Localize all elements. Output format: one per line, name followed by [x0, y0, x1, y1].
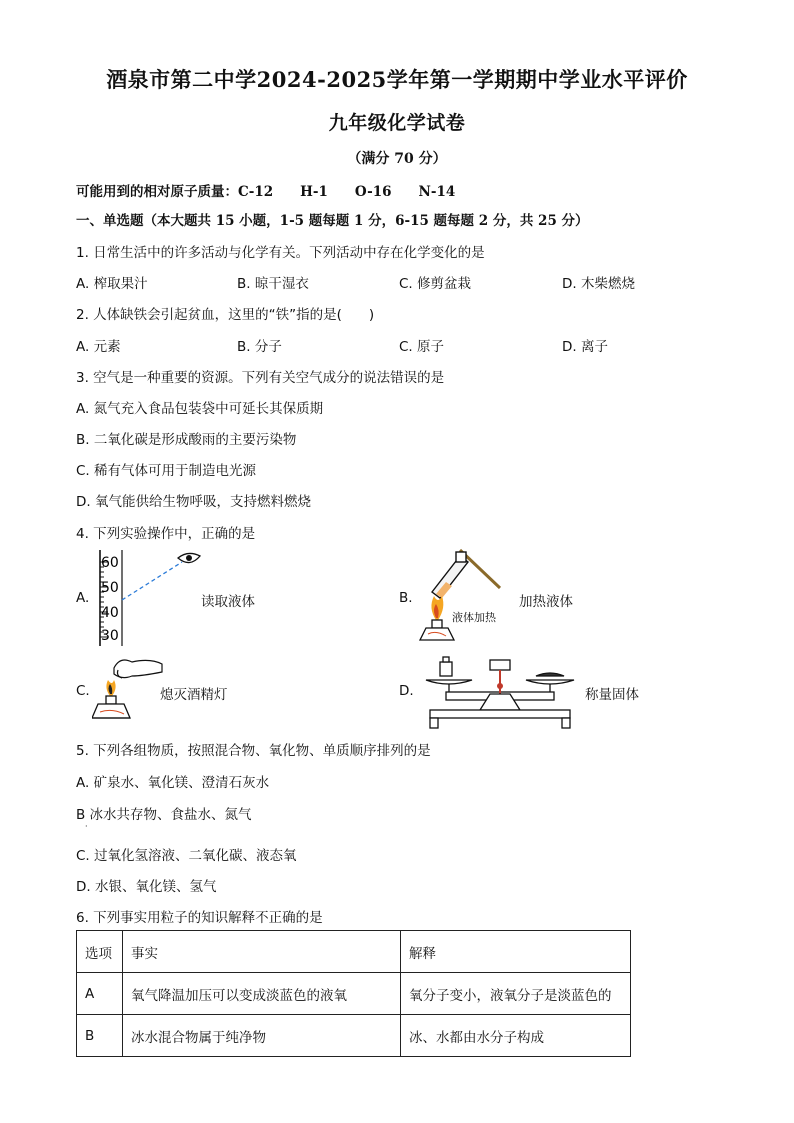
row-b-explanation: 冰、水都由水分子构成	[401, 1015, 631, 1057]
alcohol-lamp-illustration	[92, 654, 166, 728]
question-5-stem: 5. 下列各组物质，按照混合物、氧化物、单质顺序排列的是	[76, 743, 431, 759]
q4-option-d[interactable]: D.	[399, 683, 414, 699]
tick-50: 50	[101, 580, 119, 596]
question-1-stem: 1. 日常生活中的许多活动与化学有关。下列活动中存在化学变化的是	[76, 245, 485, 261]
table-row[interactable]	[77, 1015, 631, 1057]
question-2-stem: 2. 人体缺铁会引起贫血，这里的“铁”指的是( )	[76, 307, 375, 323]
q1-option-a[interactable]: A. 榨取果汁	[76, 276, 148, 292]
q4-b-caption: 加热液体	[519, 594, 573, 610]
q3-option-b[interactable]: B. 二氧化碳是形成酸雨的主要污染物	[76, 432, 297, 448]
q2-option-d[interactable]: D. 离子	[562, 339, 608, 355]
q4-c-caption: 熄灭酒精灯	[160, 687, 228, 703]
row-a-option: A	[77, 973, 123, 1015]
q1-option-c[interactable]: C. 修剪盆栽	[399, 276, 472, 292]
q4-option-b[interactable]: B.	[399, 590, 413, 606]
row-b-fact: 冰水混合物属于纯净物	[123, 1015, 401, 1057]
q3-option-c[interactable]: C. 稀有气体可用于制造电光源	[76, 463, 257, 479]
tick-60: 60	[101, 555, 119, 571]
tick-40: 40	[101, 605, 119, 621]
row-a-explanation: 氧分子变小，液氧分子是淡蓝色的	[401, 973, 631, 1015]
tick-30: 30	[101, 628, 119, 644]
facts-table	[76, 930, 631, 1057]
section-heading: 一、单选题（本大题共 15 小题，1-5 题每题 1 分，6-15 题每题 2 分，共 25 分）	[76, 213, 589, 229]
q4-option-a[interactable]: A.	[76, 590, 90, 606]
exam-title: 酒泉市第二中学2024-2025学年第一学期期中学业水平评价	[106, 67, 688, 92]
q5-option-d[interactable]: D. 水银、氧化镁、氢气	[76, 879, 217, 895]
q3-option-d[interactable]: D. 氧气能供给生物呼吸，支持燃料燃烧	[76, 494, 311, 510]
heating-note: 液体加热	[452, 611, 496, 624]
full-score: （满分 70 分）	[347, 151, 447, 167]
row-a-fact: 氧气降温加压可以变成淡蓝色的液氧	[123, 973, 401, 1015]
q2-option-a[interactable]: A. 元素	[76, 339, 121, 355]
q4-option-c[interactable]: C.	[76, 683, 90, 699]
question-6-stem: 6. 下列事实用粒子的知识解释不正确的是	[76, 910, 323, 926]
q5-option-c[interactable]: C. 过氧化氢溶液、二氧化碳、液态氧	[76, 848, 297, 864]
stray-dot: ·	[85, 822, 88, 831]
exam-subtitle: 九年级化学试卷	[328, 112, 466, 134]
q4-a-caption: 读取液体	[201, 594, 255, 610]
question-3-stem: 3. 空气是一种重要的资源。下列有关空气成分的说法错误的是	[76, 370, 445, 386]
q1-option-b[interactable]: B. 晾干湿衣	[237, 276, 309, 292]
atomic-masses: 可能用到的相对原子质量：C-12 H-1 O-16 N-14	[76, 184, 456, 200]
question-4-stem: 4. 下列实验操作中，正确的是	[76, 526, 256, 542]
header-explanation: 解释	[401, 931, 631, 973]
q2-option-b[interactable]: B. 分子	[237, 339, 282, 355]
row-b-option: B	[77, 1015, 123, 1057]
heating-liquid-illustration	[418, 548, 514, 646]
table-header-row	[77, 931, 631, 973]
header-option: 选项	[77, 931, 123, 973]
eye-icon	[178, 553, 200, 562]
q1-option-d[interactable]: D. 木柴燃烧	[562, 276, 635, 292]
balance-scale-illustration	[424, 654, 584, 730]
measuring-cylinder-illustration	[92, 548, 204, 648]
q5-option-b[interactable]: B 冰水共存物、食盐水、氮气	[76, 807, 252, 823]
table-row[interactable]	[77, 973, 631, 1015]
q2-option-c[interactable]: C. 原子	[399, 339, 445, 355]
header-fact: 事实	[123, 931, 401, 973]
q5-option-a[interactable]: A. 矿泉水、氧化镁、澄清石灰水	[76, 775, 270, 791]
q3-option-a[interactable]: A. 氮气充入食品包装袋中可延长其保质期	[76, 401, 324, 417]
q4-d-caption: 称量固体	[585, 687, 639, 703]
